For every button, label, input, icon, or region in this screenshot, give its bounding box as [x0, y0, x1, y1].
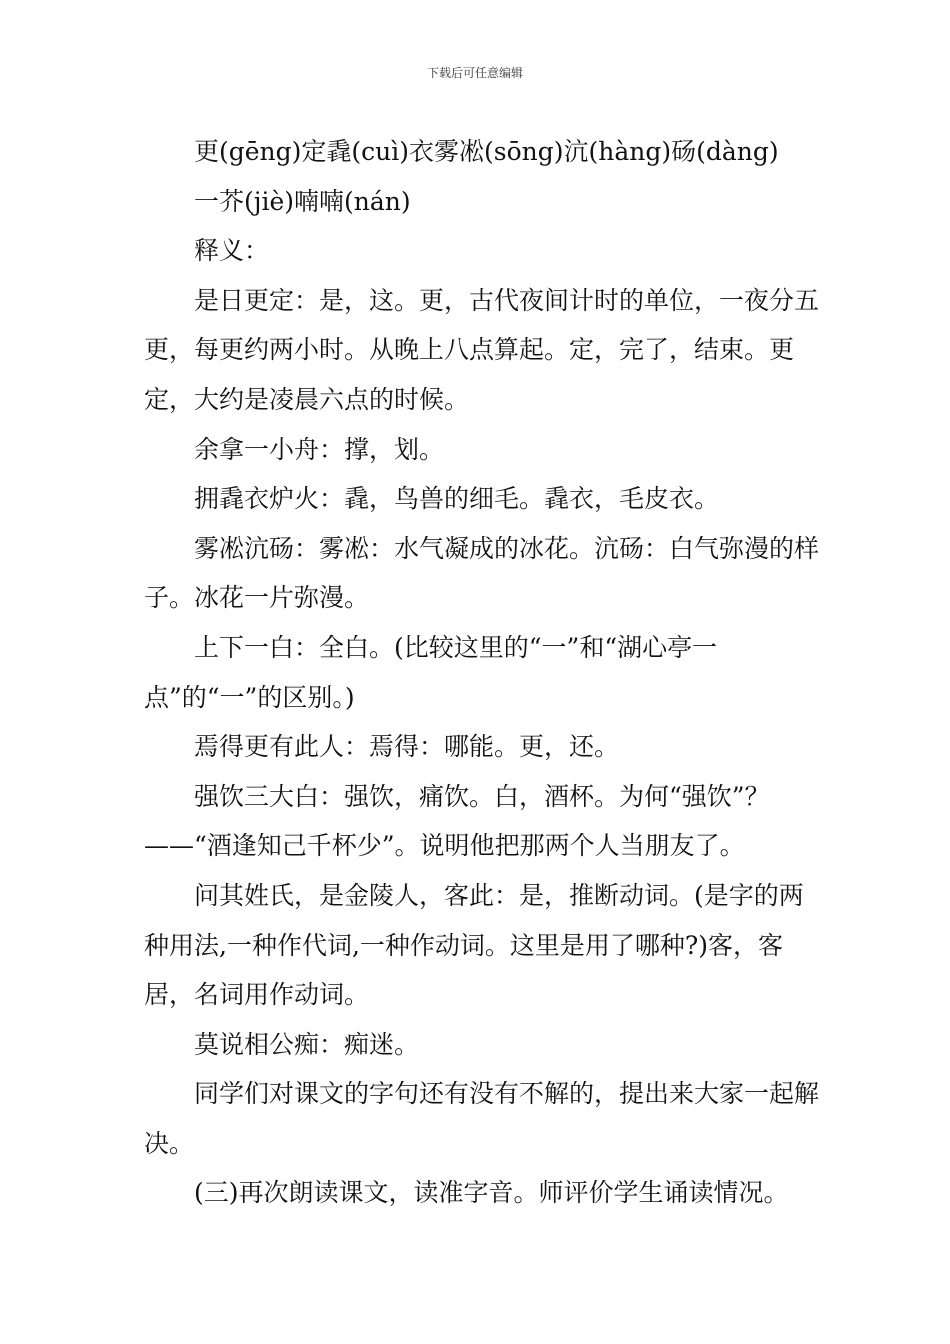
definition-paragraph: 是日更定：是，这。更，古代夜间计时的单位，一夜分五更，每更约两小时。从晚上八点算起。定，完了，结束。更定，大约是凌晨六点的时候。 [144, 285, 820, 414]
definition-paragraph: 焉得更有此人：焉得：哪能。更，还。 [194, 732, 620, 762]
definition-paragraph: 拥毳衣炉火：毳，鸟兽的细毛。毳衣，毛皮衣。 [194, 484, 720, 514]
page-header: 下载后可任意编辑 [426, 66, 523, 80]
pronunciation-line-1: 更(gēng)定毳(cuì)衣雾凇(sōng)沆(hàng)砀(dàng) [194, 137, 779, 166]
definition-paragraph: 莫说相公痴：痴迷。 [194, 1029, 420, 1059]
definition-paragraph: 余拿一小舟：撑，划。 [194, 434, 445, 464]
reading-step-paragraph: (三)再次朗读课文，读准字音。师评价学生诵读情况。 [194, 1178, 789, 1208]
definition-paragraph: 上下一白：全白。(比较这里的“一”和“湖心亭一点”的“一”的区别。) [144, 632, 718, 712]
definition-paragraph: 问其姓氏，是金陵人，客此：是，推断动词。(是字的两种用法,一种作代词,一种作动词。这里是用了哪种?)客，客居，名词用作动词。 [144, 880, 804, 1010]
document-body [144, 127, 824, 1218]
definition-paragraph: 雾凇沆砀：雾凇：水气凝成的冰花。沆砀：白气弥漫的样子。冰花一片弥漫。 [144, 533, 820, 613]
pronunciation-line-2: 一芥(jiè)喃喃(nán) [194, 186, 411, 216]
discussion-paragraph: 同学们对课文的字句还有没有不解的，提出来大家一起解决。 [144, 1079, 820, 1158]
section-heading-definitions: 释义： [194, 236, 270, 266]
definition-paragraph: 强饮三大白：强饮，痛饮。白，酒杯。为何“强饮”？——“酒逢知己千杯少”。说明他把那两个人当朋友了。 [144, 781, 770, 861]
